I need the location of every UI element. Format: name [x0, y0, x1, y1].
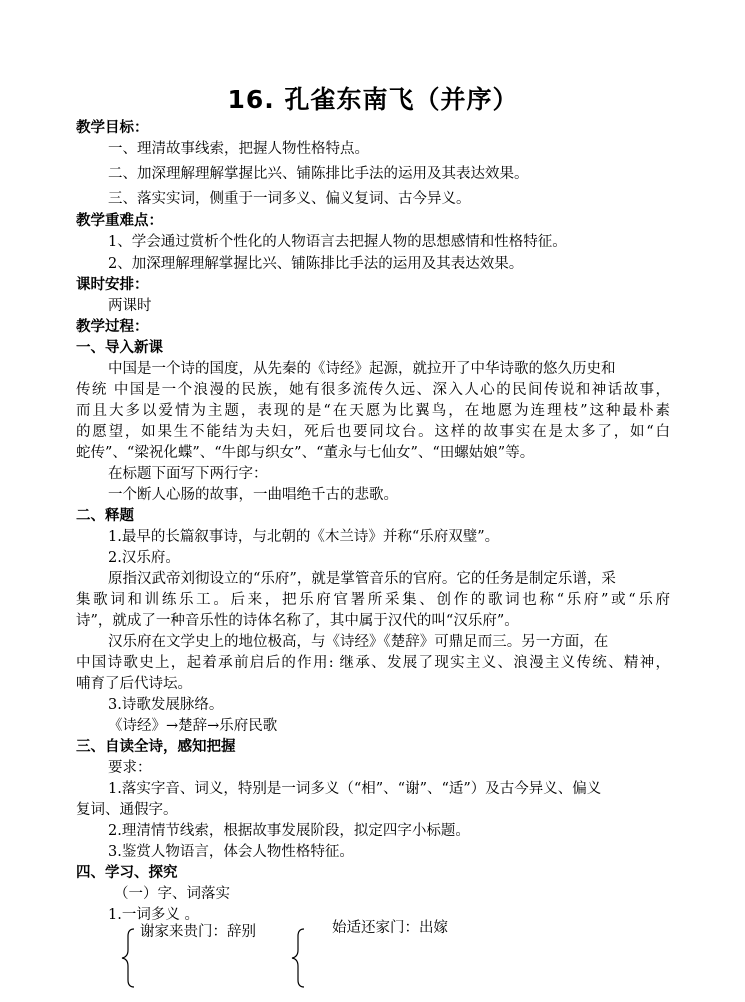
paragraph-line: 原指汉武帝刘彻设立的“乐府”，就是掌管音乐的官府。它的任务是制定乐谱，采 — [108, 571, 616, 587]
paragraph-line: 的愿望，如果生不能结为夫妇，死后也要同坟台。这样的故事实在是太多了，如“白 — [76, 424, 670, 440]
paragraph-line: 要求： — [108, 760, 152, 776]
schedule-text: 两课时 — [108, 298, 152, 314]
keypoints-heading: 教学重难点： — [76, 213, 163, 229]
paragraph-line: 复词、通假字。 — [76, 802, 178, 818]
paragraph-line: 蛇传”、“梁祝化蝶”、“牛郎与织女”、“董永与七仙女”、“田螺姑娘”等。 — [76, 445, 535, 461]
keypoint-item: 2、加深理解理解掌握比兴、铺陈排比手法的运用及其表达效果。 — [108, 256, 524, 272]
paragraph-line: 3.鉴赏人物语言，体会人物性格特征。 — [108, 844, 354, 860]
paragraph-line: 3.诗歌发展脉络。 — [108, 697, 224, 713]
section-heading: 三、自读全诗，感知把握 — [76, 739, 236, 755]
example-word: 始适还家门：出嫁 — [332, 920, 448, 936]
paragraph-line: 哺育了后代诗坛。 — [76, 676, 192, 692]
flow-line: 《诗经》→楚辞→乐府民歌 — [108, 718, 278, 734]
process-heading: 教学过程： — [76, 319, 149, 335]
objective-item: 一、理清故事线索，把握人物性格特点。 — [108, 141, 369, 157]
paragraph-line: 在标题下面写下两行字： — [108, 466, 268, 482]
keypoint-item: 1、学会通过赏析个性化的人物语言去把握人物的思想感情和性格特征。 — [108, 234, 567, 250]
objective-item: 三、落实实词，侧重于一词多义、偏义复词、古今异义。 — [108, 191, 471, 207]
section-heading: 四、学习、探究 — [76, 865, 178, 881]
objectives-heading: 教学目标： — [76, 120, 149, 136]
paragraph-line: 传统 中国是一个浪漫的民族，她有很多流传久远、深入人心的民间传说和神话故事， — [76, 382, 670, 398]
subsection-heading: （一）字、词落实 — [114, 886, 230, 902]
objective-item: 二、加深理解理解掌握比兴、铺陈排比手法的运用及其表达效果。 — [108, 166, 529, 182]
section-heading: 二、释题 — [76, 508, 134, 524]
paragraph-line: 1.一词多义 。 — [108, 907, 199, 923]
paragraph-line: 集歌词和训练乐工。后来，把乐府官署所采集、创作的歌词也称“乐府”或“乐府 — [76, 592, 670, 608]
paragraph-line: 汉乐府在文学史上的地位极高，与《诗经》《楚辞》可鼎足而三。另一方面，在 — [108, 634, 609, 650]
schedule-heading: 课时安排： — [76, 277, 149, 293]
left-brace-icon — [120, 928, 136, 988]
paragraph-line: 2.理清情节线索，根据故事发展阶段，拟定四字小标题。 — [108, 823, 470, 839]
paragraph-line: 诗”，就成了一种音乐性的诗体名称了，其中属于汉代的叫“汉乐府”。 — [76, 613, 519, 629]
paragraph-line: 中国是一个诗的国度，从先秦的《诗经》起源，就拉开了中华诗歌的悠久历史和 — [108, 361, 616, 377]
paragraph-line: 1.落实字音、词义，特别是一词多义（“相”、“谢”、“适”）及古今异义、偏义 — [108, 781, 602, 797]
paragraph-line: 而且大多以爱情为主题，表现的是“在天愿为比翼鸟，在地愿为连理枝”这种最朴素 — [76, 403, 670, 419]
section-heading: 一、导入新课 — [76, 340, 163, 356]
paragraph-line: 1.最早的长篇叙事诗，与北朝的《木兰诗》并称“乐府双璧”。 — [108, 529, 500, 545]
paragraph-line: 中国诗歌史上，起着承前启后的作用: 继承、发展了现实主义、浪漫主义传统、精神， — [76, 655, 670, 671]
paragraph-line: 2.汉乐府。 — [108, 550, 180, 566]
left-brace-icon — [290, 928, 306, 988]
document-title: 16. 孔雀东南飞（并序） — [227, 85, 519, 114]
example-word: 谢家来贵门：辞别 — [140, 924, 256, 940]
paragraph-line: 一个断人心肠的故事，一曲唱绝千古的悲歌。 — [108, 487, 398, 503]
